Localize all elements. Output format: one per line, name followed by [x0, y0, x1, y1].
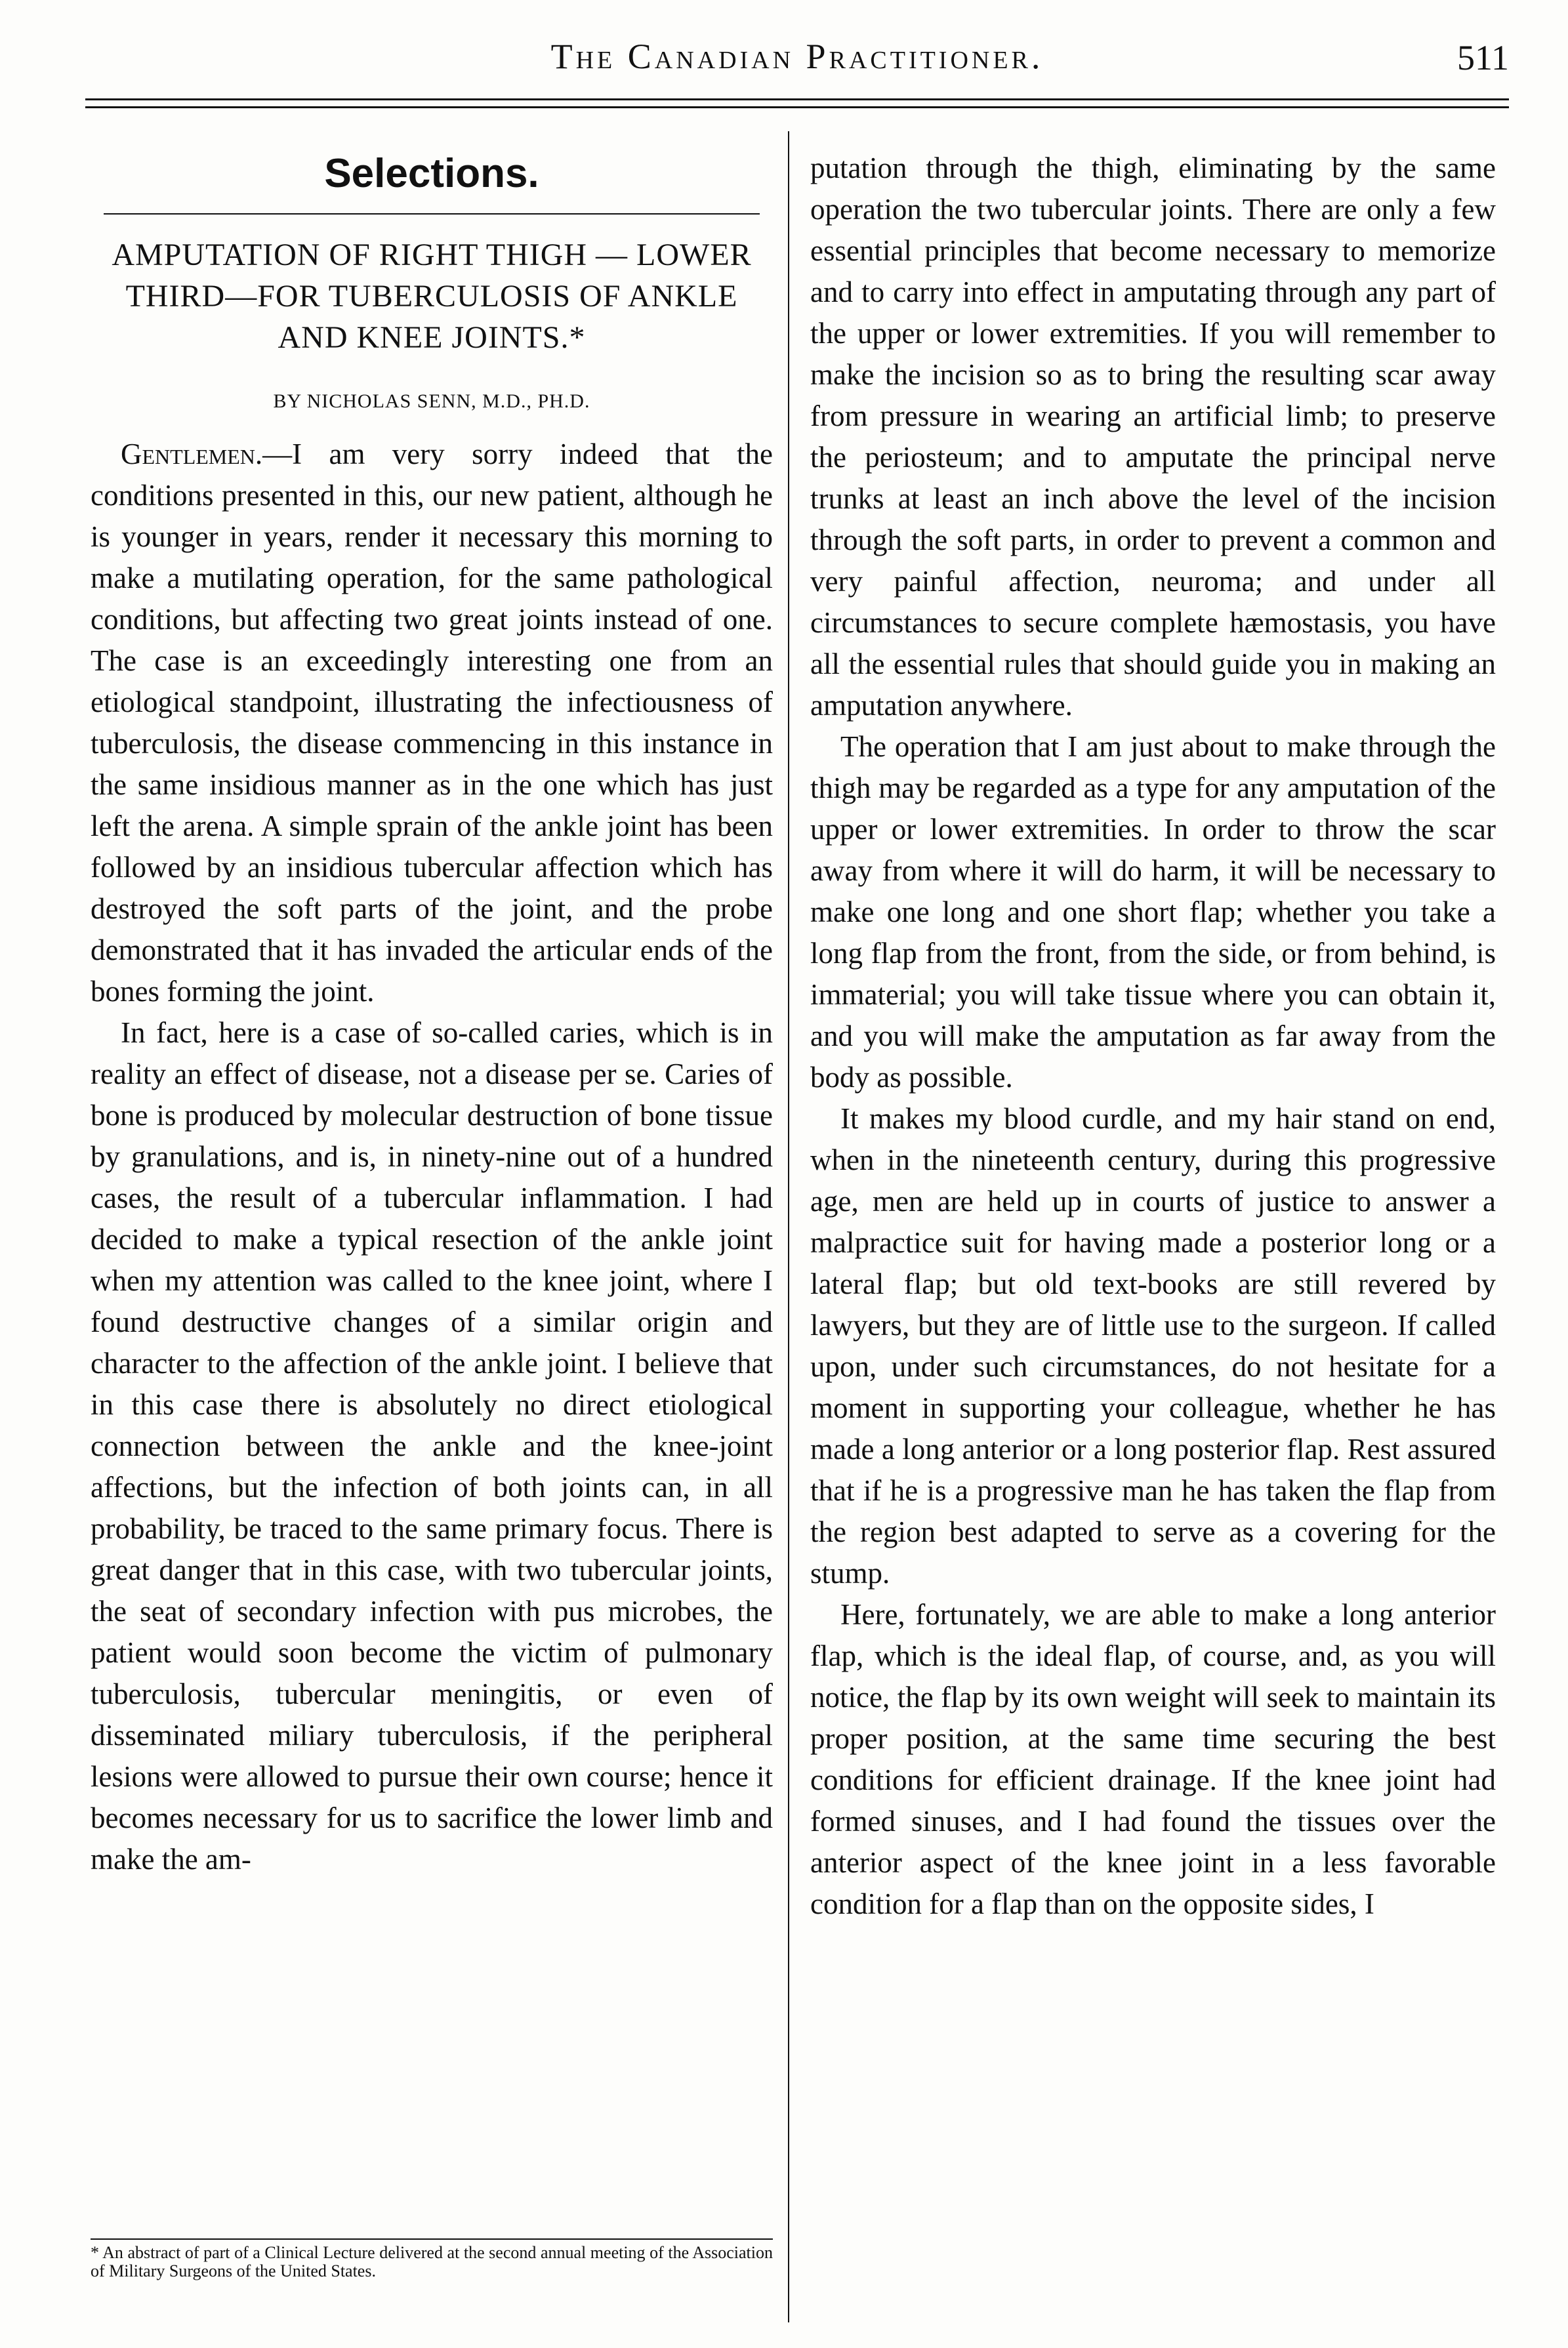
paragraph: Here, fortunately, we are able to make a long anterior flap, which is the ideal flap, of course, and, as you will notice, the flap by its own weight will seek to maintain its proper position, at the same time securing the best conditions for efficient drainage. If the knee joint had formed sinuses, and I had found the tissues over the anterior aspect of the knee joint in a less favorable condition for a flap than on the opposite sides, I: [810, 1598, 1496, 1920]
paragraph-continued: putation through the thigh, eliminating by the same operation the two tubercular joints. There are only a few essential principles that become necessary to memorize and to carry into effect in amputating through any part of the upper or lower extremities. If you will remember to make the incision so as to bring the resulting scar away from pressure in wearing an artificial limb; to preserve the periosteum; and to amputate the principal nerve trunks at least an inch above the level of the incision through the soft parts, in order to prevent a common and very painful affection, neuroma; and under all circumstances to secure complete hæmostasis, you have all the essential rules that should guide you in making an amputation anywhere.: [810, 152, 1496, 722]
header-rule-top: [85, 98, 1509, 100]
paragraph: It makes my blood curdle, and my hair stand on end, when in the nineteenth century, during this progressive age, men are held up in courts of justice to answer a malpractice suit for having made a posterior long or a lateral flap; but old text-books are still revered by lawyers, but they are of little use to the surgeon. If called upon, under such circumstances, do not hesitate for a moment in supporting your colleague, whether he has made a long anterior or a long posterior flap. Rest assured that if he is a progressive man he has taken the flap from the region best adapted to serve as a covering for the stump.: [810, 1102, 1496, 1590]
section-heading: Selections.: [324, 151, 539, 196]
article-title: AMPUTATION OF RIGHT THIGH — LOWER THIRD—FOR TUBERCULOSIS OF ANKLE AND KNEE JOINTS.*: [112, 237, 752, 355]
paragraph-text: —I am very sorry indeed that the conditions presented in this, our new patient, although he is younger in years, render it necessary this morning to make a mutilating operation, for the same pathological conditions, but affecting two great joints instead of one. The case is an exceedingly interesting one from an etiological standpoint, illustrating the infectiousness of tuberculosis, the disease commencing in this instance in the same insidious manner as in the one which has just left the arena. A simple sprain of the ankle joint has been followed by an insidious tubercular affection which has destroyed the soft parts of the joint, and the probe demonstrated that it has invaded the articular ends of the bones forming the joint.: [91, 438, 773, 1008]
right-column: [810, 148, 1496, 1925]
left-column: [91, 148, 773, 1880]
paragraph: [91, 434, 773, 1012]
paragraph: The operation that I am just about to make through the thigh may be regarded as a type for any amputation of the upper or lower extremities. In order to throw the scar away from where it will do harm, it will be necessary to make one long and one short flap; whether you take a long flap from the front, from the side, or from behind, is immaterial; you will take tissue where you can obtain it, and you will make the amputation as far away from the body as possible.: [810, 730, 1496, 1094]
footnote: * An abstract of part of a Clinical Lecture delivered at the second annual meeting of the Association of Military Surgeons of the United States.: [91, 2243, 773, 2280]
article-byline: BY NICHOLAS SENN, M.D., PH.D.: [273, 390, 590, 412]
section-rule: [104, 213, 760, 215]
footnote-rule: [91, 2238, 773, 2240]
column-divider: [788, 131, 789, 2322]
paragraph: In fact, here is a case of so-called caries, which is in reality an effect of disease, not a disease per se. Caries of bone is produced by molecular destruction of bone tissue by granulations, and is, in ninety-nine out of a hundred cases, the result of a tubercular inflammation. I had decided to make a typical resection of the ankle joint when my attention was called to the knee joint, where I found destructive changes of a similar origin and character to the affection of the ankle joint. I believe that in this case there is absolutely no direct etiological connection between the ankle and the knee-joint affections, but the infection of both joints can, in all probability, be traced to the same primary focus. There is great danger that in this case, with two tubercular joints, the seat of secondary infection with pus microbes, the patient would soon become the victim of pulmonary tuberculosis, tubercular meningitis, or even of disseminated miliary tuberculosis, if the peripheral lesions were allowed to pursue their own course; hence it becomes necessary for us to sacrifice the lower limb and make the am-: [91, 1016, 773, 1876]
header-rule-bottom: [85, 106, 1509, 108]
page-number: 511: [1457, 38, 1509, 77]
salutation: Gentlemen.: [121, 438, 263, 470]
running-title: The Canadian Practitioner.: [550, 37, 1044, 76]
page-header: [85, 36, 1509, 102]
